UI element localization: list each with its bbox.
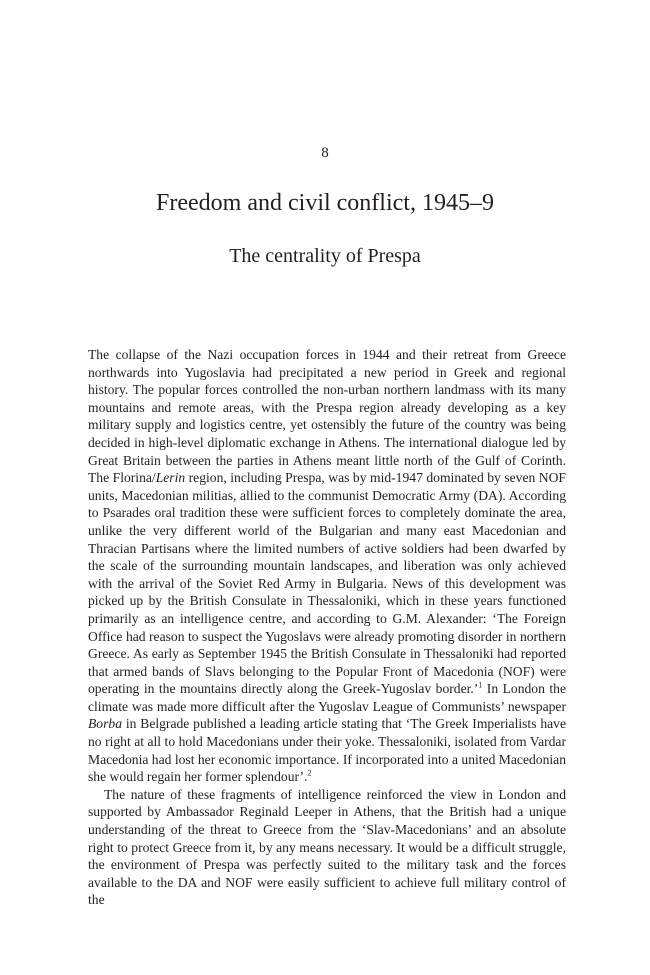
text-run: In London the climate was made more difficult after the Yugoslav League of Communists’ newspaper	[88, 681, 566, 714]
paragraph-1	[88, 346, 566, 786]
paragraph-2: The nature of these fragments of intelligence reinforced the view in London and supported by Ambassador Reginald Leeper in Athens, that the British had a unique understanding of the threat to Greece from the ‘Slav-Macedonians’ and an absolute right to protect Greece from it, by any means necessary. It would be a difficult struggle, the environment of Prespa was perfectly suited to the military task and the forces available to the DA and NOF were easily sufficient to achieve full military control of the	[88, 786, 566, 908]
footnote-marker-2: 2	[307, 768, 312, 778]
italic-term-borba: Borba	[88, 716, 122, 732]
chapter-title: Freedom and civil conflict, 1945–9	[156, 190, 494, 216]
text-run: region, including Prespa, was by mid-1947 dominated by seven NOF units, Macedonian militias, allied to the communist Democratic Army (DA). According to Psarades oral tradition these were sufficient forces to completely dominate the area, unlike the very different world of the Bulgarian and many east Macedonian and Thracian Partisans where the limited numbers of active soldiers had been dwarfed by the scale of the surrounding mountain landscapes, and liberation was only achieved with the arrival of the Soviet Red Army in Bulgaria. News of this development was picked up by the British Consulate in Thessaloniki, which in these years functioned primarily as an intelligence centre, and according to G.M. Alexander: ‘The Foreign Office had reason to suspect the Yugoslavs were already promoting disorder in northern Greece. As early as September 1945 the British Consulate in Thessaloniki had reported that armed bands of Slavs belonging to the Popular Front of Macedonia (NOF) were operating in the mountains directly along the Greek-Yugoslav border.’	[88, 470, 566, 697]
italic-term-lerin: Lerin	[155, 470, 186, 486]
text-run: The collapse of the Nazi occupation forces in 1944 and their retreat from Greece northwards into Yugoslavia had precipitated a new period in Greek and regional history. The popular forces controlled the non-urban northern landmass with its many mountains and remote areas, with the Prespa region already developing as a key military supply and logistics centre, yet ostensibly the future of the country was being decided in high-level diplomatic exchange in Athens. The international dialogue led by Great Britain between the parties in Athens meant little north of the Gulf of Corinth. The Florina/	[88, 347, 566, 486]
chapter-subtitle: The centrality of Prespa	[229, 245, 421, 267]
body-text	[88, 346, 566, 909]
chapter-number: 8	[321, 145, 329, 161]
text-run: in Belgrade published a leading article stating that ‘The Greek Imperialists have no right at all to hold Macedonians under their yoke. Thessaloniki, isolated from Vardar Macedonia had lost her economic importance. If incorporated into a united Macedonian she would regain her former splendour’.	[88, 716, 566, 785]
footnote-marker-1: 1	[478, 680, 483, 690]
